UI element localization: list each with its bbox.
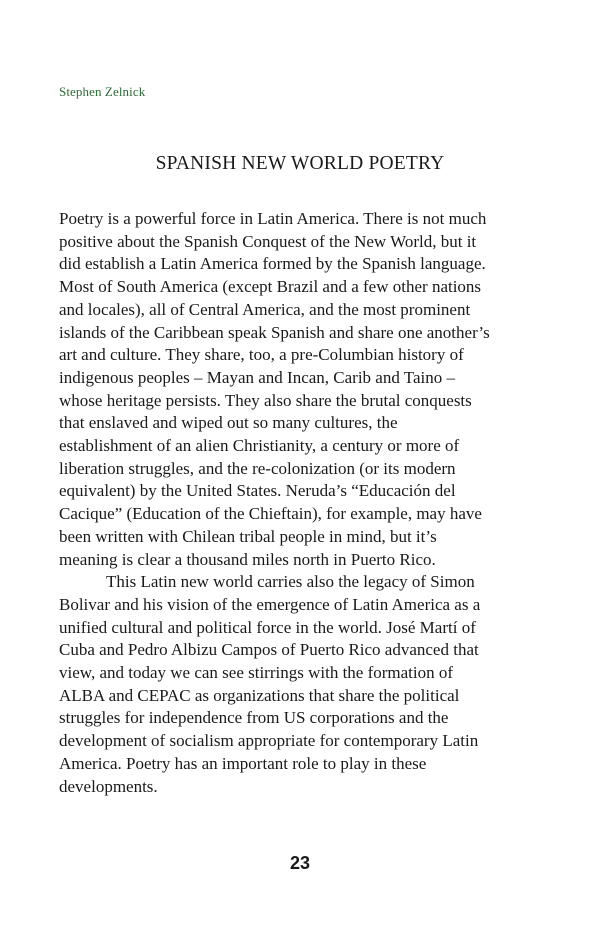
text-line: been written with Chilean tribal people in mind, but it’s xyxy=(59,526,437,546)
text-line: developments. xyxy=(59,776,158,796)
text-line: struggles for independence from US corporations and the xyxy=(59,708,449,728)
text-line: whose heritage persists. They also share the brutal conquests xyxy=(59,390,472,410)
text-line: This Latin new world carries also the legacy of Simon xyxy=(106,572,475,592)
text-line: Cuba and Pedro Albizu Campos of Puerto Rico advanced that xyxy=(59,640,479,660)
text-line: Most of South America (except Brazil and a few other nations xyxy=(59,277,482,297)
text-line: ALBA and CEPAC as organizations that share the political xyxy=(59,685,460,705)
text-line: establishment of an alien Christianity, a century or more of xyxy=(59,436,460,456)
text-line: Bolivar and his vision of the emergence of Latin America as a xyxy=(59,594,481,614)
text-line: unified cultural and political force in the world. José Martí of xyxy=(59,617,476,637)
text-line: Poetry is a powerful force in Latin America. There is not much xyxy=(59,209,487,228)
chapter-title: SPANISH NEW WORLD POETRY xyxy=(155,153,445,174)
body-text xyxy=(59,208,549,798)
text-line: that enslaved and wiped out so many cultures, the xyxy=(59,413,398,433)
text-line: positive about the Spanish Conquest of the New World, but it xyxy=(59,231,477,251)
text-line: meaning is clear a thousand miles north in Puerto Rico. xyxy=(59,549,436,569)
paragraph-1 xyxy=(59,208,549,571)
text-line: and locales), all of Central America, and the most prominent xyxy=(59,299,471,319)
text-line: equivalent) by the United States. Neruda’s “Educación del xyxy=(59,481,456,501)
text-line: indigenous peoples – Mayan and Incan, Carib and Taino – xyxy=(59,367,456,387)
text-line: view, and today we can see stirrings with the formation of xyxy=(59,663,454,683)
text-line: islands of the Caribbean speak Spanish and share one another’s xyxy=(59,322,490,342)
page-number: 23 xyxy=(289,853,311,873)
running-head-author: Stephen Zelnick xyxy=(59,84,146,99)
text-line: liberation struggles, and the re-colonization (or its modern xyxy=(59,458,456,478)
text-line: America. Poetry has an important role to play in these xyxy=(59,753,427,773)
text-line: did establish a Latin America formed by the Spanish language. xyxy=(59,254,486,274)
text-line: Cacique” (Education of the Chieftain), for example, may have xyxy=(59,504,482,524)
text-line: development of socialism appropriate for contemporary Latin xyxy=(59,731,479,751)
paragraph-2 xyxy=(59,571,549,798)
text-line: art and culture. They share, too, a pre-Columbian history of xyxy=(59,345,464,365)
